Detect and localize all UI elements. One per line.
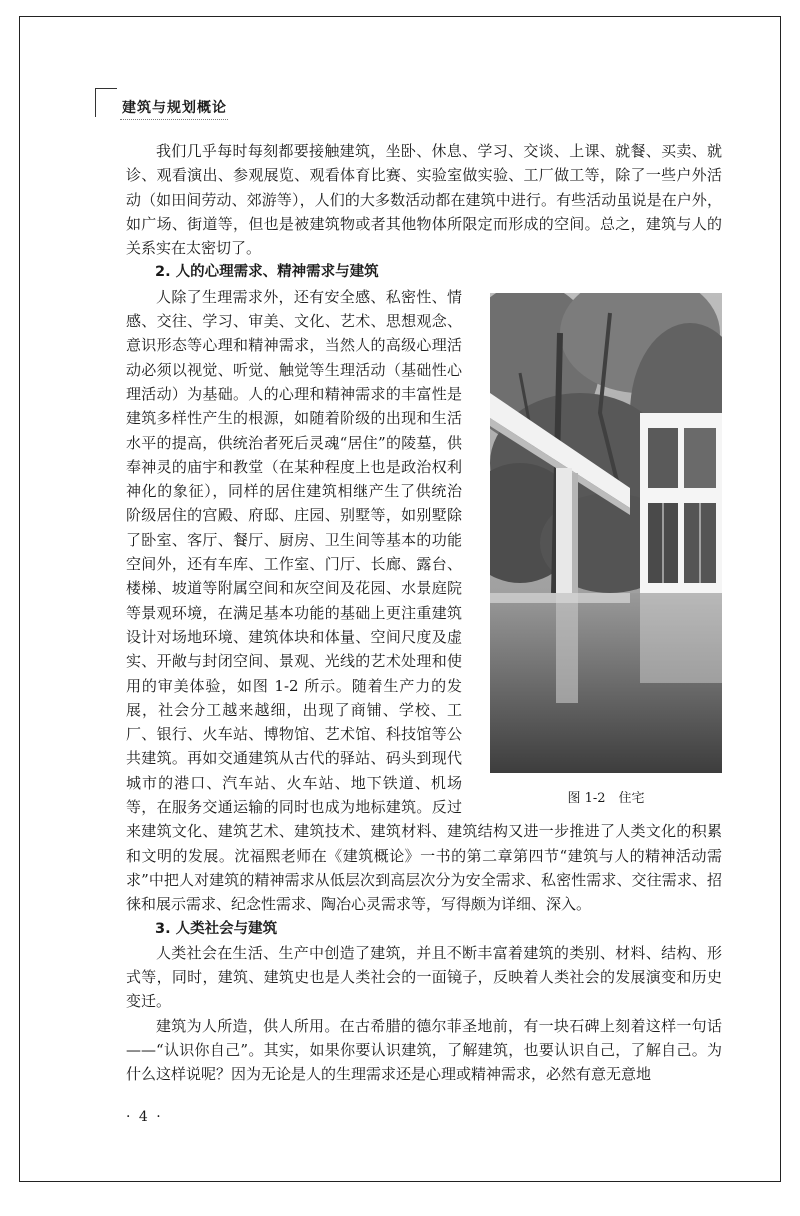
paragraph-3: 人类社会在生活、生产中创造了建筑，并且不断丰富着建筑的类别、材料、结构、形式等，同时，建筑、建筑史也是人类社会的一面镜子，反映着人类社会的发展演变和历史变迁。 — [126, 943, 722, 1011]
body-text — [126, 139, 722, 1087]
section-heading-3: 3. 人类社会与建筑 — [155, 920, 278, 937]
header-corner-mark-vertical — [95, 88, 96, 117]
house-photo-illustration — [490, 293, 722, 773]
page-number: · 4 · — [126, 1109, 163, 1125]
figure-1-2 — [476, 293, 722, 811]
section-heading-2: 2. 人的心理需求、精神需求与建筑 — [155, 264, 379, 281]
paragraph-4: 建筑为人所造，供人所用。在古希腊的德尔菲圣地前，有一块石碑上刻着这样一句话——“认识你自己”。其实，如果你要认识建筑，了解建筑，也要认识自己，了解自己。为什么这样说呢？因为无论是人的生理需求还是心理或精神需求，必然有意无意地 — [126, 1016, 722, 1084]
figure-caption: 图 1-2 住宅 — [567, 790, 645, 806]
running-title: 建筑与规划概论 — [122, 100, 227, 116]
paragraph-1: 我们几乎每时每刻都要接触建筑，坐卧、休息、学习、交谈、上课、就餐、买卖、就诊、观看演出、参观展览、观看体育比赛、实验室做实验、工厂做工等，除了一些户外活动（如田间劳动、郊游等），人们的大多数活动都在建筑中进行。有些活动虽说是在户外，如广场、街道等，但也是被建筑物或者其他物体所限定而形成的空间。总之，建筑与人的关系实在太密切了。 — [126, 142, 722, 258]
header-rule — [120, 119, 228, 120]
page-header — [20, 17, 780, 117]
header-corner-mark — [95, 88, 117, 89]
house-photo — [490, 293, 722, 773]
paragraph-2: 人除了生理需求外，还有安全感、私密性、情感、交往、学习、审美、文化、艺术、思想观念、意识形态等心理和精神需求，当然人的高级心理活动必须以视觉、听觉、触觉等生理活动（基础性心理活动）为基础。人的心理和精神需求的丰富性是建筑多样性产生的根源，如随着阶级的出现和生活水平的提高，供统治者死后灵魂“居住”的陵墓，供奉神灵的庙宇和教堂（在某种程度上也是政治权利神化的象征），同样的居住建筑相继产生了供统治阶级居住的宫殿、府邸、庄园、别墅等，如别墅除了卧室、客厅、餐厅、厨房、卫生间等基本的功能空间外，还有车库、工作室、门厅、长廊、露台、楼梯、坡道等附属空间和灰空间及花园、水景庭院等景观环境，在满足基本功能的基础上更注重建筑设计对场地环境、建筑体块和体量、空间尺度及虚实、开敞与封闭空间、景观、光线的艺术处理和使用的审美体验，如图 1-2 所示。随着生产力的发展，社会分工越来越细，出现了商铺、学校、工厂、银行、火车站、博物馆、艺术馆、科技馆等公共建筑。再如交通建筑从古代的驿站、码头到现代城市的港口、汽车站、火车站、地下铁道、机场等，在服务交通运输的同时也成为地标建筑。反过来建筑文化、建筑艺术、建筑技术、建筑材料、建筑结构又进一步推进了人类文化的积累和文明的发展。沈福熙老师在《建筑概论》一书的第二章第四节“建筑与人的精神活动需求”中把人对建筑的精神需求从低层次到高层次分为安全需求、私密性需求、交往需求、招徕和展示需求、纪念性需求、陶冶心灵需求等，写得颇为详细、深入。 — [126, 287, 722, 914]
book-page — [19, 16, 781, 1182]
